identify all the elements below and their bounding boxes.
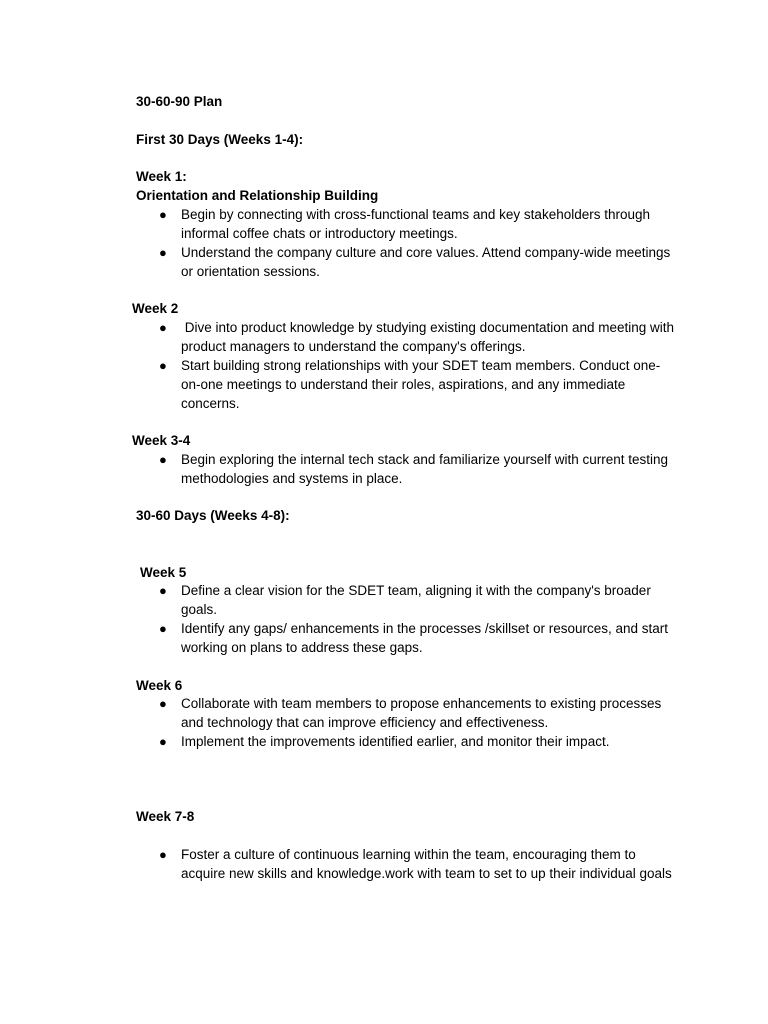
bullet-icon: ●	[159, 245, 167, 260]
list-item	[159, 318, 679, 356]
week-3-4-list	[159, 450, 679, 488]
bullet-icon: ●	[159, 734, 167, 749]
bullet-icon: ●	[159, 452, 167, 467]
week-7-8-label: Week 7-8	[136, 809, 195, 824]
week-1-label: Week 1:	[136, 169, 187, 184]
list-item	[159, 619, 679, 657]
list-item	[159, 694, 679, 732]
list-item	[159, 205, 679, 243]
list-item	[159, 581, 679, 619]
week-3-4-label: Week 3-4	[132, 433, 191, 448]
week-5-label: Week 5	[140, 565, 187, 580]
list-item-text: Implement the improvements identified earlier, and monitor their impact.	[181, 734, 610, 749]
week-6-label: Week 6	[136, 678, 183, 693]
week-2-label: Week 2	[132, 301, 179, 316]
list-item-text: Start building strong relationships with your SDET team members. Conduct one-on-one meetings to understand their roles, aspirations, and any immediate concerns.	[181, 358, 661, 411]
list-item	[159, 243, 679, 281]
week-2-list	[159, 318, 679, 413]
list-item-text: Begin by connecting with cross-functional teams and key stakeholders through informal coffee chats or introductory meetings.	[181, 207, 651, 241]
week-5-list	[159, 581, 679, 657]
list-item-text: Understand the company culture and core values. Attend company-wide meetings or orientation sessions.	[181, 245, 671, 279]
week-7-8-list	[159, 845, 679, 883]
week-1-list	[159, 205, 679, 281]
list-item-text: Foster a culture of continuous learning within the team, encouraging them to acquire new skills and knowledge.work with team to set to up their individual goals	[181, 847, 672, 881]
document-title: 30-60-90 Plan	[136, 94, 223, 109]
bullet-icon: ●	[159, 320, 167, 335]
week-6-list	[159, 694, 679, 751]
list-item-text: Dive into product knowledge by studying existing documentation and meeting with product managers to understand the company's offerings.	[181, 320, 678, 354]
list-item-text: Collaborate with team members to propose enhancements to existing processes and technology that can improve efficiency and effectiveness.	[181, 696, 662, 730]
bullet-icon: ●	[159, 621, 167, 636]
bullet-icon: ●	[159, 207, 167, 222]
section-heading-first-30-days: First 30 Days (Weeks 1-4):	[136, 132, 304, 147]
list-item-text: Identify any gaps/ enhancements in the processes /skillset or resources, and start working on plans to address these gaps.	[181, 621, 669, 655]
section-heading-30-60-days: 30-60 Days (Weeks 4-8):	[136, 508, 290, 523]
list-item	[159, 450, 679, 488]
list-item-text: Begin exploring the internal tech stack and familiarize yourself with current testing methodologies and systems in place.	[181, 452, 668, 486]
list-item	[159, 845, 679, 883]
bullet-icon: ●	[159, 583, 167, 598]
bullet-icon: ●	[159, 847, 167, 862]
list-item-text: Define a clear vision for the SDET team, aligning it with the company's broader goals.	[181, 583, 651, 617]
bullet-icon: ●	[159, 696, 167, 711]
list-item	[159, 732, 679, 751]
list-item	[159, 356, 679, 413]
bullet-icon: ●	[159, 358, 167, 373]
week-1-subtitle: Orientation and Relationship Building	[136, 188, 379, 203]
